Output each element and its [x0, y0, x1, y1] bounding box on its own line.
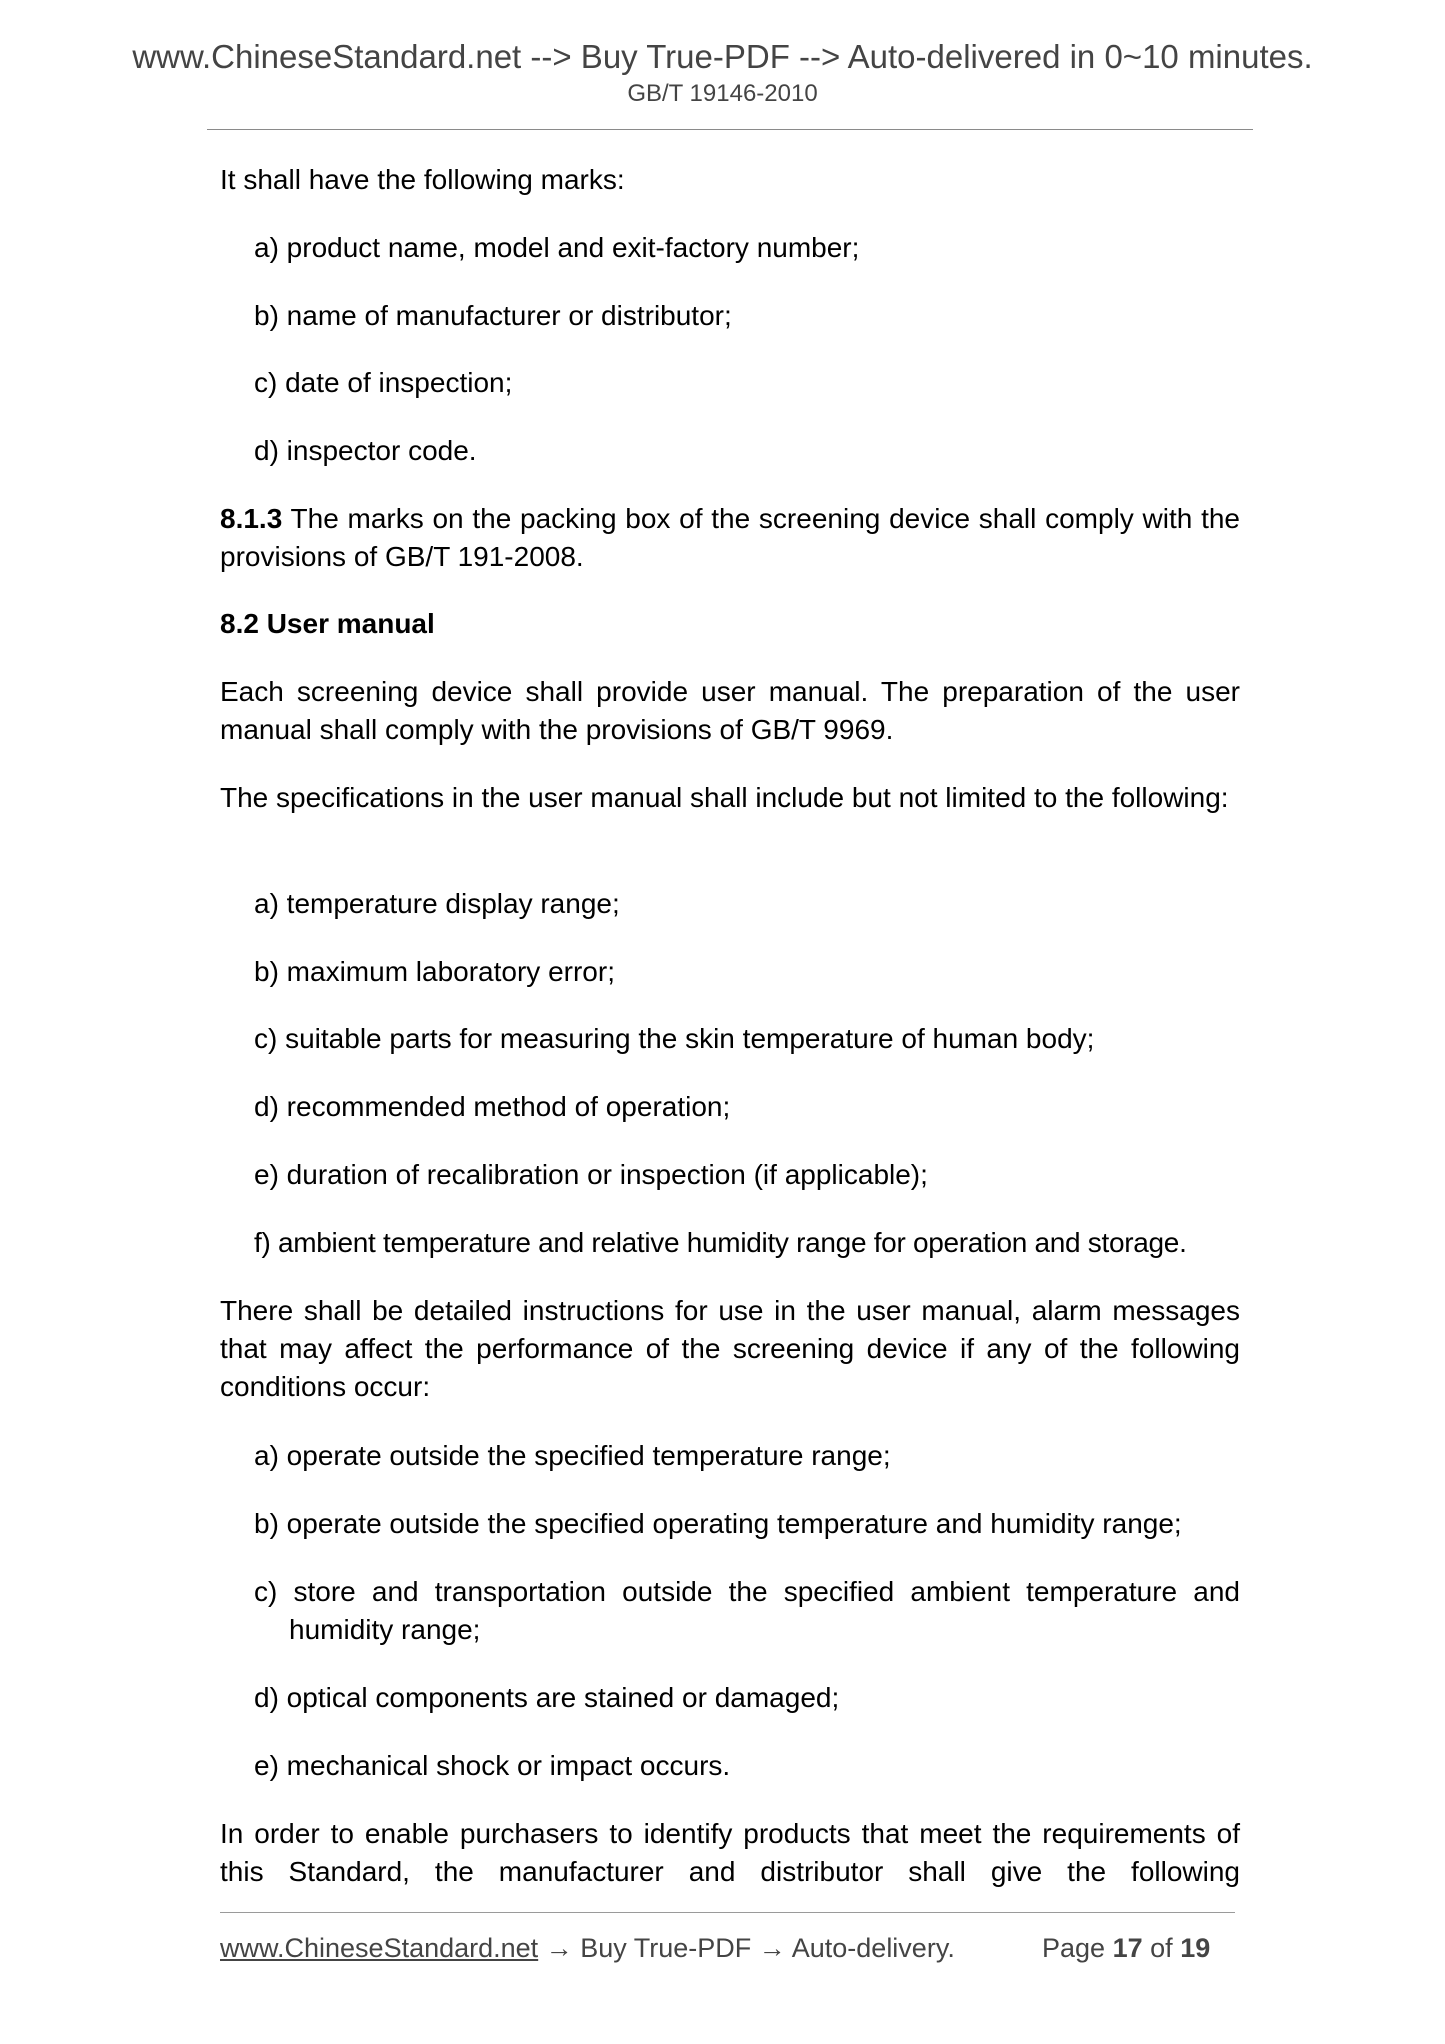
spec-item-a: a) temperature display range;	[254, 888, 620, 919]
of-label: of	[1150, 1933, 1173, 1963]
marks-intro: It shall have the following marks:	[220, 164, 625, 195]
condition-item-c	[254, 1573, 1240, 1649]
condition-item-a: a) operate outside the specified temperature range;	[254, 1440, 891, 1471]
site-banner: www.ChineseStandard.net --> Buy True-PDF --> Auto-delivered in 0~10 minutes.	[132, 38, 1313, 75]
clause-number: 8.1.3	[220, 503, 283, 534]
footer-tagline-text: → Buy True-PDF → Auto-delivery.	[538, 1933, 955, 1963]
condition-item-e: e) mechanical shock or impact occurs.	[254, 1750, 731, 1781]
footer-site-link[interactable]: www.ChineseStandard.net	[220, 1933, 539, 1963]
condition-item-c-line1: c) store and transportation outside the specified ambient temperature and	[254, 1576, 1240, 1607]
header-divider	[207, 129, 1253, 130]
condition-item-d: d) optical components are stained or damaged;	[254, 1682, 840, 1713]
mark-item-d: d) inspector code.	[254, 435, 477, 466]
spec-item-c: c) suitable parts for measuring the skin temperature of human body;	[254, 1023, 1095, 1054]
condition-item-c-line2: humidity range;	[289, 1614, 481, 1645]
instructions-paragraph: There shall be detailed instructions for use in the user manual, alarm messages that may affect the performance of the screening device if any of the following conditions occur:	[220, 1295, 1240, 1402]
page-indicator	[1042, 1933, 1210, 1964]
page-label: Page	[1042, 1933, 1106, 1963]
section-heading-8-2: 8.2 User manual	[220, 608, 435, 639]
footer-tagline	[220, 1933, 955, 1964]
standard-code: GB/T 19146-2010	[627, 80, 818, 107]
user-manual-paragraph: Each screening device shall provide user manual. The preparation of the user manual shall comply with the provisions of GB/T 9969.	[220, 676, 1240, 745]
clause-8-1-3	[220, 500, 1240, 576]
footer-divider	[220, 1912, 1235, 1913]
page-total: 19	[1180, 1933, 1211, 1963]
mark-item-c: c) date of inspection;	[254, 367, 513, 398]
condition-item-b: b) operate outside the specified operating temperature and humidity range;	[254, 1508, 1182, 1539]
purchasers-paragraph: In order to enable purchasers to identify products that meet the requirements of this Standard, the manufacturer and distributor shall give the following	[220, 1818, 1240, 1887]
clause-text: The marks on the packing box of the screening device shall comply with the provisions of GB/T 191-2008.	[220, 503, 1240, 572]
spec-item-b: b) maximum laboratory error;	[254, 956, 615, 987]
spec-item-e: e) duration of recalibration or inspection (if applicable);	[254, 1159, 928, 1190]
page-current: 17	[1112, 1933, 1143, 1963]
mark-item-b: b) name of manufacturer or distributor;	[254, 300, 732, 331]
specifications-paragraph: The specifications in the user manual shall include but not limited to the following:	[220, 782, 1229, 813]
mark-item-a: a) product name, model and exit-factory number;	[254, 232, 860, 263]
spec-item-f: f) ambient temperature and relative humidity range for operation and storage.	[254, 1227, 1187, 1258]
spec-item-d: d) recommended method of operation;	[254, 1091, 731, 1122]
